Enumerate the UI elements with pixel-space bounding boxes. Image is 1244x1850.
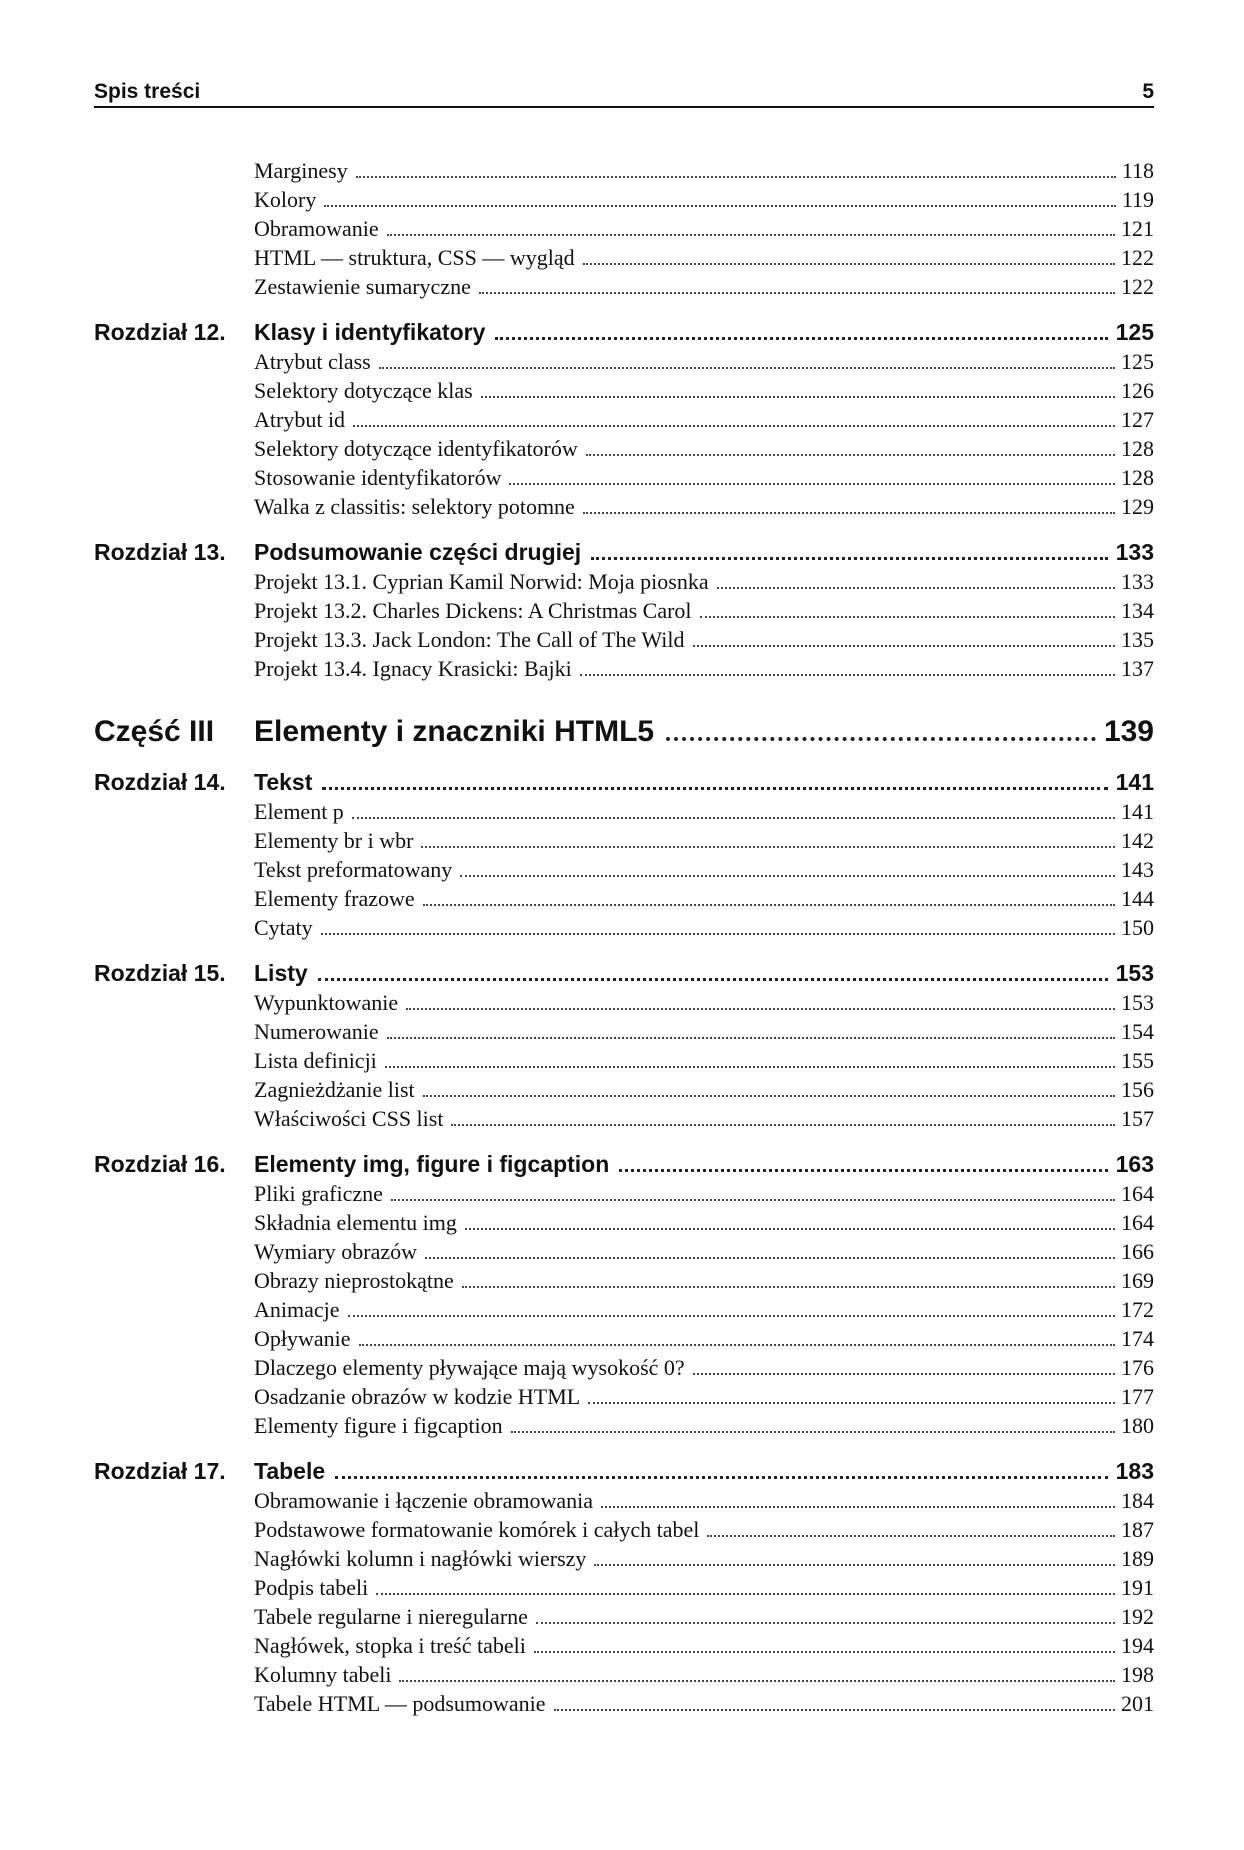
heading-page-number: 133: [1115, 539, 1154, 565]
heading-title: Elementy img, figure i figcaption: [254, 1151, 610, 1177]
dot-leader: [717, 587, 1115, 589]
entry-page-number: 144: [1121, 886, 1154, 911]
heading-label: Rozdział 14.: [94, 769, 226, 795]
toc-entry: [94, 1266, 1154, 1295]
entry-title: Wymiary obrazów: [254, 1239, 418, 1264]
entry-page-number: 191: [1121, 1575, 1154, 1600]
toc-entry: [94, 1660, 1154, 1689]
dot-leader: [594, 1564, 1115, 1566]
dot-leader: [479, 292, 1115, 294]
entry-title: Element p: [254, 799, 344, 824]
entry-page-number: 166: [1121, 1239, 1154, 1264]
dot-leader: [359, 1344, 1115, 1346]
dot-leader: [693, 645, 1115, 647]
entry-title: Składnia elementu img: [254, 1210, 457, 1235]
entry-title: Podstawowe formatowanie komórek i całych tabel: [254, 1517, 700, 1542]
running-head: [94, 74, 1154, 108]
heading-page-number: 139: [1103, 715, 1154, 748]
entry-page-number: 176: [1121, 1355, 1154, 1380]
heading-title: Podsumowanie części drugiej: [254, 539, 582, 565]
entry-title: HTML — struktura, CSS — wygląd: [254, 245, 575, 270]
dot-leader: [385, 1066, 1115, 1068]
entry-page-number: 134: [1121, 598, 1154, 623]
toc-entry: [94, 988, 1154, 1017]
entry-title: Pliki graficzne: [254, 1181, 383, 1206]
entry-page-number: 129: [1121, 494, 1154, 519]
heading-label: Rozdział 16.: [94, 1151, 226, 1177]
heading-title: Elementy i znaczniki HTML5: [254, 715, 655, 748]
entry-page-number: 153: [1121, 990, 1154, 1015]
dot-leader: [318, 978, 1108, 981]
entry-page-number: 154: [1121, 1019, 1154, 1044]
entry-title: Tabele regularne i nieregularne: [254, 1604, 528, 1629]
entry-title: Atrybut id: [254, 407, 346, 432]
toc-entry: [94, 567, 1154, 596]
dot-leader: [536, 1622, 1115, 1624]
toc-entry: [94, 1324, 1154, 1353]
entry-title: Lista definicji: [254, 1048, 377, 1073]
chapter-heading: [94, 767, 1154, 797]
chapter-heading: [94, 1149, 1154, 1179]
dot-leader: [353, 425, 1115, 427]
entry-title: Tabele HTML — podsumowanie: [254, 1691, 546, 1716]
toc-entry: [94, 463, 1154, 492]
dot-leader: [423, 904, 1115, 906]
entry-page-number: 128: [1121, 465, 1154, 490]
entry-page-number: 164: [1121, 1210, 1154, 1235]
toc-entry: [94, 1602, 1154, 1631]
chapter-heading: [94, 537, 1154, 567]
entry-title: Kolumny tabeli: [254, 1662, 392, 1687]
dot-leader: [554, 1709, 1115, 1711]
dot-leader: [423, 1095, 1115, 1097]
toc-entry: [94, 1353, 1154, 1382]
dot-leader: [693, 1373, 1115, 1375]
dot-leader: [348, 1315, 1115, 1317]
entry-page-number: 169: [1121, 1268, 1154, 1293]
dot-leader: [619, 1169, 1107, 1172]
entry-title: Dlaczego elementy pływające mają wysokość 0?: [254, 1355, 685, 1380]
heading-title: Klasy i identyfikatory: [254, 319, 486, 345]
toc-entry: [94, 1411, 1154, 1440]
dot-leader: [509, 483, 1115, 485]
entry-page-number: 119: [1121, 187, 1154, 212]
entry-title: Marginesy: [254, 158, 348, 183]
chapter-heading: [94, 958, 1154, 988]
entry-title: Nagłówek, stopka i treść tabeli: [254, 1633, 526, 1658]
dot-leader: [321, 933, 1115, 935]
toc-entry: [94, 797, 1154, 826]
toc-entry: [94, 1689, 1154, 1718]
dot-leader: [586, 454, 1115, 456]
entry-title: Opływanie: [254, 1326, 351, 1351]
toc-entry: [94, 1295, 1154, 1324]
dot-leader: [511, 1431, 1115, 1433]
entry-title: Walka z classitis: selektory potomne: [254, 494, 575, 519]
toc-entry: [94, 1046, 1154, 1075]
toc-entry: [94, 654, 1154, 683]
toc-entry: [94, 1237, 1154, 1266]
dot-leader: [588, 1402, 1115, 1404]
dot-leader: [421, 846, 1115, 848]
dot-leader: [580, 674, 1115, 676]
entry-title: Podpis tabeli: [254, 1575, 369, 1600]
heading-label: Rozdział 15.: [94, 960, 226, 986]
entry-page-number: 133: [1121, 569, 1154, 594]
entry-title: Projekt 13.2. Charles Dickens: A Christmas Carol: [254, 598, 692, 623]
dot-leader: [465, 1228, 1115, 1230]
entry-page-number: 155: [1121, 1048, 1154, 1073]
entry-page-number: 192: [1121, 1604, 1154, 1629]
dot-leader: [324, 205, 1115, 207]
toc-entry: [94, 1179, 1154, 1208]
heading-title: Tekst: [254, 769, 313, 795]
heading-label: Rozdział 13.: [94, 539, 226, 565]
dot-leader: [406, 1008, 1115, 1010]
entry-page-number: 187: [1121, 1517, 1154, 1542]
entry-title: Selektory dotyczące identyfikatorów: [254, 436, 578, 461]
dot-leader: [425, 1257, 1115, 1259]
page-number: 5: [1142, 80, 1154, 103]
toc-entry: [94, 243, 1154, 272]
toc-entry: [94, 492, 1154, 521]
entry-title: Obrazy nieprostokątne: [254, 1268, 454, 1293]
entry-title: Projekt 13.3. Jack London: The Call of The Wild: [254, 627, 685, 652]
entry-title: Animacje: [254, 1297, 340, 1322]
entry-page-number: 150: [1121, 915, 1154, 940]
entry-title: Wypunktowanie: [254, 990, 399, 1015]
dot-leader: [379, 367, 1115, 369]
entry-page-number: 174: [1121, 1326, 1154, 1351]
table-of-contents: [94, 156, 1154, 1718]
entry-page-number: 122: [1121, 274, 1154, 299]
entry-page-number: 180: [1121, 1413, 1154, 1438]
toc-entry: [94, 625, 1154, 654]
toc-entry: [94, 1515, 1154, 1544]
entry-title: Selektory dotyczące klas: [254, 378, 473, 403]
toc-entry: [94, 1486, 1154, 1515]
entry-page-number: 141: [1121, 799, 1154, 824]
entry-title: Obramowanie i łączenie obramowania: [254, 1488, 594, 1513]
dot-leader: [700, 616, 1115, 618]
toc-entry: [94, 826, 1154, 855]
dot-leader: [534, 1651, 1115, 1653]
toc-entry: [94, 1382, 1154, 1411]
dot-leader: [583, 263, 1115, 265]
entry-title: Cytaty: [254, 915, 313, 940]
entry-page-number: 137: [1121, 656, 1154, 681]
heading-page-number: 141: [1115, 769, 1154, 795]
heading-label: Rozdział 17.: [94, 1458, 226, 1484]
heading-page-number: 153: [1115, 960, 1154, 986]
dot-leader: [583, 512, 1115, 514]
entry-title: Nagłówki kolumn i nagłówki wierszy: [254, 1546, 587, 1571]
entry-page-number: 198: [1121, 1662, 1154, 1687]
toc-entry: [94, 596, 1154, 625]
toc-entry: [94, 156, 1154, 185]
toc-entry: [94, 1017, 1154, 1046]
entry-title: Elementy figure i figcaption: [254, 1413, 503, 1438]
dot-leader: [399, 1680, 1115, 1682]
dot-leader: [352, 817, 1115, 819]
entry-title: Projekt 13.4. Ignacy Krasicki: Bajki: [254, 656, 572, 681]
toc-entry: [94, 405, 1154, 434]
toc-entry: [94, 1208, 1154, 1237]
entry-page-number: 184: [1121, 1488, 1154, 1513]
entry-page-number: 189: [1121, 1546, 1154, 1571]
toc-entry: [94, 185, 1154, 214]
entry-page-number: 126: [1121, 378, 1154, 403]
heading-label: Rozdział 12.: [94, 319, 226, 345]
entry-page-number: 201: [1121, 1691, 1154, 1716]
dot-leader: [666, 737, 1096, 741]
entry-title: Tekst preformatowany: [254, 857, 453, 882]
dot-leader: [322, 787, 1107, 790]
dot-leader: [462, 1286, 1115, 1288]
entry-title: Właściwości CSS list: [254, 1106, 444, 1131]
entry-page-number: 121: [1121, 216, 1154, 241]
entry-page-number: 194: [1121, 1633, 1154, 1658]
dot-leader: [356, 176, 1116, 178]
entry-title: Obramowanie: [254, 216, 379, 241]
heading-title: Tabele: [254, 1458, 326, 1484]
chapter-heading: [94, 1456, 1154, 1486]
entry-title: Projekt 13.1. Cyprian Kamil Norwid: Moja piosnka: [254, 569, 709, 594]
entry-title: Elementy frazowe: [254, 886, 415, 911]
entry-title: Zagnieżdżanie list: [254, 1077, 415, 1102]
toc-entry: [94, 855, 1154, 884]
dot-leader: [601, 1506, 1115, 1508]
heading-title: Listy: [254, 960, 308, 986]
entry-page-number: 127: [1121, 407, 1154, 432]
dot-leader: [391, 1199, 1115, 1201]
dot-leader: [591, 557, 1107, 560]
entry-page-number: 172: [1121, 1297, 1154, 1322]
dot-leader: [495, 337, 1107, 340]
toc-entry: [94, 1075, 1154, 1104]
toc-entry: [94, 1573, 1154, 1602]
heading-page-number: 125: [1115, 319, 1154, 345]
heading-page-number: 183: [1115, 1458, 1154, 1484]
part-heading: [94, 713, 1154, 751]
entry-page-number: 125: [1121, 349, 1154, 374]
entry-page-number: 157: [1121, 1106, 1154, 1131]
entry-title: Zestawienie sumaryczne: [254, 274, 471, 299]
entry-page-number: 156: [1121, 1077, 1154, 1102]
toc-entry: [94, 1104, 1154, 1133]
entry-page-number: 143: [1121, 857, 1154, 882]
toc-entry: [94, 347, 1154, 376]
heading-page-number: 163: [1115, 1151, 1154, 1177]
entry-title: Atrybut class: [254, 349, 371, 374]
dot-leader: [387, 1037, 1115, 1039]
entry-title: Elementy br i wbr: [254, 828, 414, 853]
entry-page-number: 142: [1121, 828, 1154, 853]
toc-entry: [94, 1631, 1154, 1660]
entry-page-number: 122: [1121, 245, 1154, 270]
toc-entry: [94, 884, 1154, 913]
entry-title: Stosowanie identyfikatorów: [254, 465, 502, 490]
toc-entry: [94, 1544, 1154, 1573]
entry-title: Osadzanie obrazów w kodzie HTML: [254, 1384, 581, 1409]
running-head-title: Spis treści: [94, 80, 201, 103]
toc-entry: [94, 214, 1154, 243]
dot-leader: [460, 875, 1115, 877]
entry-page-number: 164: [1121, 1181, 1154, 1206]
entry-page-number: 118: [1121, 158, 1154, 183]
dot-leader: [376, 1593, 1115, 1595]
dot-leader: [707, 1535, 1115, 1537]
entry-title: Numerowanie: [254, 1019, 379, 1044]
entry-page-number: 128: [1121, 436, 1154, 461]
entry-page-number: 135: [1121, 627, 1154, 652]
entry-title: Kolory: [254, 187, 317, 212]
toc-entry: [94, 913, 1154, 942]
chapter-heading: [94, 317, 1154, 347]
dot-leader: [335, 1476, 1107, 1479]
heading-label: Część III: [94, 715, 215, 748]
dot-leader: [481, 396, 1115, 398]
entry-page-number: 177: [1121, 1384, 1154, 1409]
toc-entry: [94, 272, 1154, 301]
dot-leader: [451, 1124, 1115, 1126]
toc-entry: [94, 376, 1154, 405]
dot-leader: [387, 234, 1115, 236]
toc-entry: [94, 434, 1154, 463]
